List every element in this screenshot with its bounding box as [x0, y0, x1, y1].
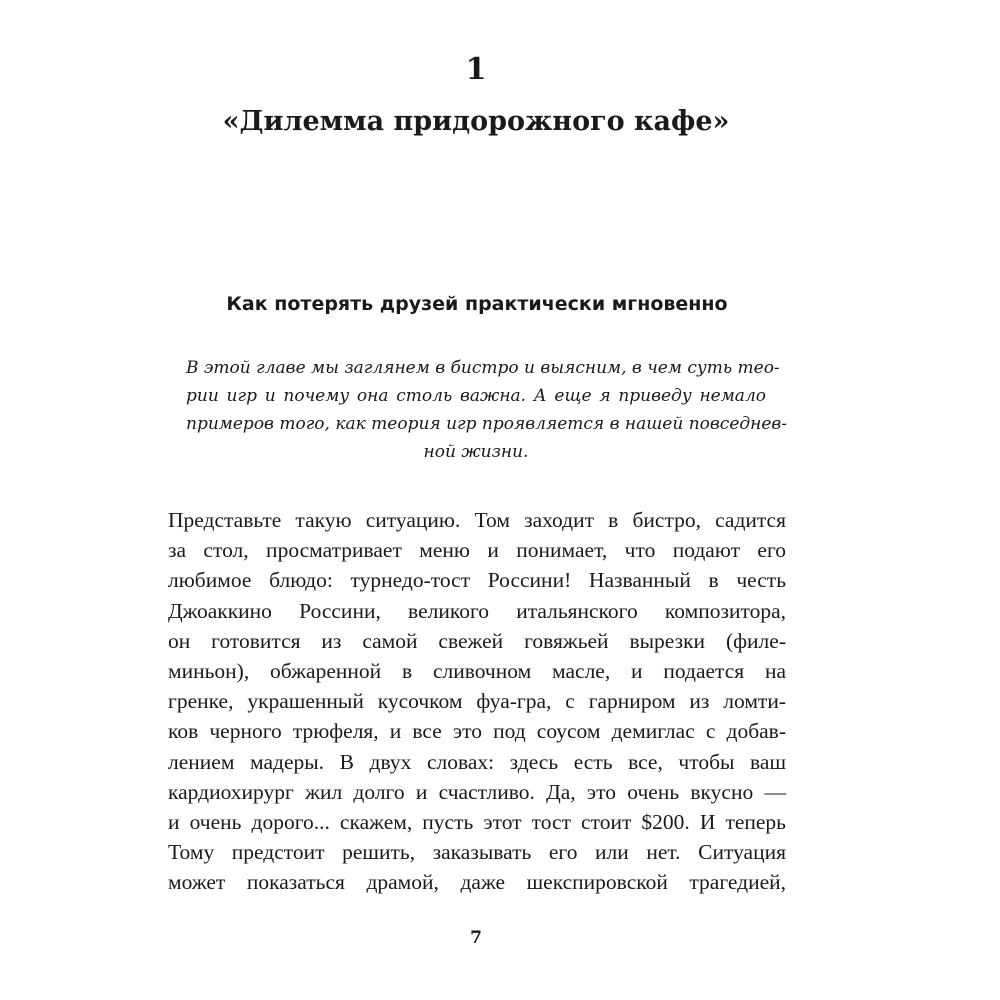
- section-heading: Как потерять друзей практически мгновенно: [226, 293, 728, 315]
- chapter-title: «Дилемма придорожного кафе»: [222, 106, 730, 137]
- body-paragraph: [168, 505, 786, 898]
- body-line: Тому предстоит решить, заказывать его или нет. Ситуация: [168, 840, 786, 865]
- body-line: лением мадеры. В двух словах: здесь есть все, чтобы ваш: [168, 749, 786, 774]
- epigraph-line: ной жизни.: [423, 442, 529, 462]
- epigraph-line: рии игр и почему она столь важна. А еще я приведу немало: [186, 386, 766, 406]
- body-line: гренке, украшенный кусочком фуа-гра, с гарниром из ломти-: [168, 689, 786, 714]
- body-line: Представьте такую ситуацию. Том заходит в бистро, садится: [168, 508, 786, 532]
- body-line: Джоаккино Россини, великого итальянского композитора,: [168, 598, 786, 623]
- epigraph-line: В этой главе мы заглянем в бистро и выясним, в чем суть тео-: [186, 358, 780, 378]
- body-line: за стол, просматривает меню и понимает, что подают его: [168, 538, 786, 563]
- epigraph: [186, 354, 788, 466]
- body-line: и очень дорого... скажем, пусть этот тост стоит $200. И теперь: [168, 810, 786, 835]
- body-line: кардиохирург жил долго и счастливо. Да, это очень вкусно —: [168, 779, 786, 804]
- body-line: ков черного трюфеля, и все это под соусом демиглас с добав-: [168, 719, 786, 744]
- chapter-number: 1: [465, 52, 487, 87]
- page-number: 7: [470, 928, 482, 948]
- epigraph-line: примеров того, как теория игр проявляется в нашей повседнев-: [186, 414, 788, 434]
- body-line: может показаться драмой, даже шекспировской трагедией,: [168, 870, 786, 895]
- body-line: миньон), обжаренной в сливочном масле, и подается на: [168, 659, 786, 684]
- body-line: он готовится из самой свежей говяжьей вырезки (филе-: [168, 628, 786, 653]
- body-line: любимое блюдо: турнедо-тост Россини! Названный в честь: [168, 568, 786, 593]
